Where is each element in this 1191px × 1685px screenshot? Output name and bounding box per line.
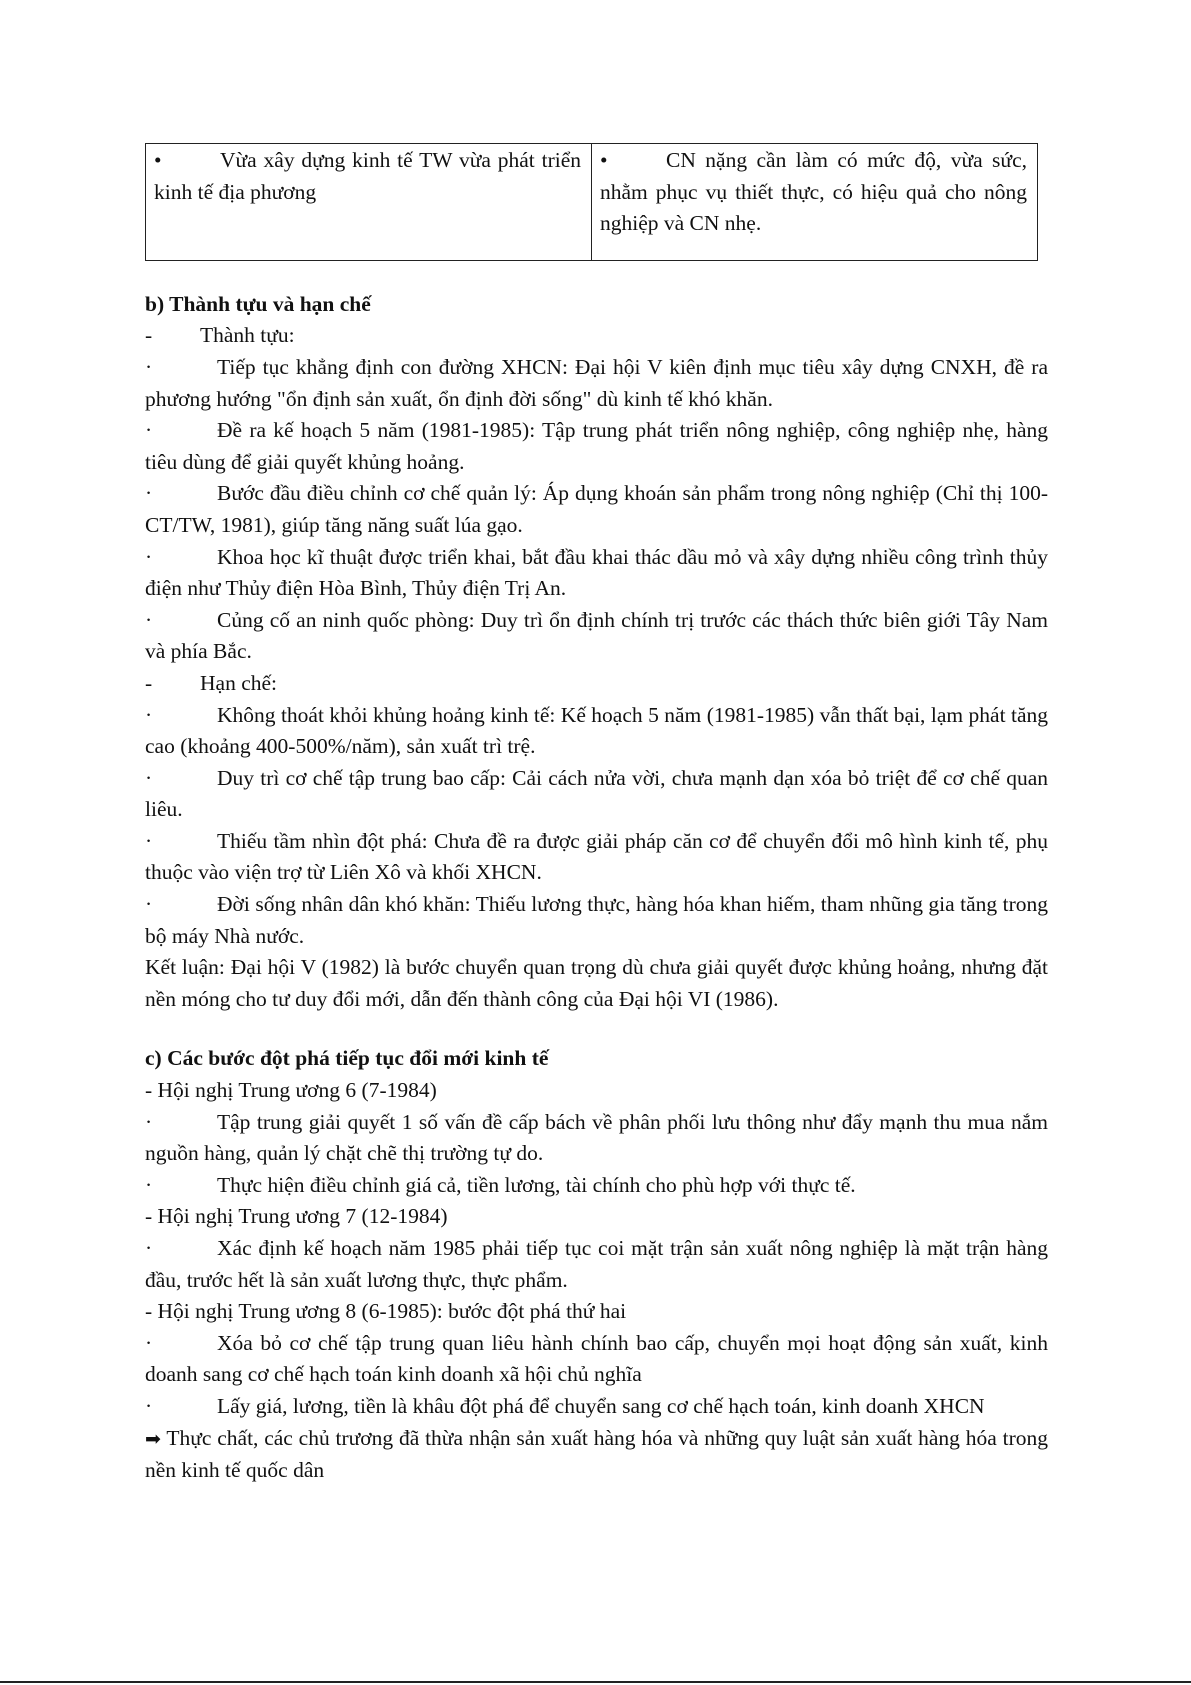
list-item-text: Duy trì cơ chế tập trung bao cấp: Cải cách nửa vời, chưa mạnh dạn xóa bỏ triệt để cơ chế quan liêu. bbox=[145, 765, 1048, 822]
list-item bbox=[145, 478, 1048, 541]
list-item bbox=[145, 1233, 1048, 1296]
limitations-label-line bbox=[145, 668, 1048, 700]
table-row bbox=[146, 144, 1038, 261]
list-item-text: Tập trung giải quyết 1 số vấn đề cấp bách về phân phối lưu thông như đẩy mạnh thu mua nắm nguồn hàng, quản lý chặt chẽ thị trường tự do. bbox=[145, 1109, 1048, 1166]
dot-marker: · bbox=[145, 1330, 153, 1355]
list-item-text: Khoa học kĩ thuật được triển khai, bắt đầu khai thác dầu mỏ và xây dựng nhiều công trình thủy điện như Thủy điện Hòa Bình, Thủy điện Trị An. bbox=[145, 544, 1048, 601]
dot-marker: · bbox=[145, 481, 153, 506]
list-item bbox=[145, 826, 1048, 889]
dot-marker: · bbox=[145, 892, 153, 917]
list-item bbox=[145, 1328, 1048, 1391]
dot-marker: · bbox=[145, 1109, 153, 1134]
conclusion-text: Thực chất, các chủ trương đã thừa nhận sản xuất hàng hóa và những quy luật sản xuất hàng hóa trong nền kinh tế quốc dân bbox=[145, 1425, 1048, 1483]
list-item-text: Đề ra kế hoạch 5 năm (1981-1985): Tập trung phát triển nông nghiệp, công nghiệp nhẹ, hàng tiêu dùng để giải quyết khủng hoảng. bbox=[145, 418, 1048, 474]
dot-marker: · bbox=[145, 354, 153, 379]
list-item bbox=[145, 763, 1048, 826]
achievements-label-line bbox=[145, 320, 1048, 352]
comparison-table bbox=[145, 143, 1038, 261]
dot-marker: · bbox=[145, 1172, 153, 1197]
dot-marker: · bbox=[145, 607, 153, 632]
list-item bbox=[145, 889, 1048, 952]
section-c-conclusion bbox=[145, 1423, 1048, 1487]
conference-6-title: - Hội nghị Trung ương 6 (7-1984) bbox=[145, 1078, 437, 1103]
list-item-text: Xóa bỏ cơ chế tập trung quan liêu hành chính bao cấp, chuyển mọi hoạt động sản xuất, kinh doanh sang cơ chế hạch toán kinh doanh xã hội chủ nghĩa bbox=[145, 1330, 1048, 1387]
list-item bbox=[145, 1391, 1048, 1423]
dot-marker: · bbox=[145, 1236, 153, 1260]
conference-7-title: - Hội nghị Trung ương 7 (12-1984) bbox=[145, 1204, 448, 1229]
cell-text: CN nặng cần làm có mức độ, vừa sức, nhằm phục vụ thiết thực, có hiệu quả cho nông nghiệp và CN nhẹ. bbox=[600, 148, 1027, 236]
cell-text: Vừa xây dựng kinh tế TW vừa phát triển kinh tế địa phương bbox=[154, 148, 581, 204]
list-item bbox=[145, 1170, 1048, 1202]
dot-marker: · bbox=[145, 828, 153, 853]
limitations-label: Hạn chế: bbox=[200, 670, 278, 695]
dot-marker: · bbox=[145, 702, 153, 727]
list-item bbox=[145, 415, 1048, 478]
list-item-text: Xác định kế hoạch năm 1985 phải tiếp tục coi mặt trận sản xuất nông nghiệp là mặt trận hàng đầu, trước hết là sản xuất lương thực, thực phẩm. bbox=[145, 1236, 1048, 1292]
achievements-label: Thành tựu: bbox=[200, 323, 295, 348]
dot-marker: · bbox=[145, 544, 153, 569]
list-item-text: Tiếp tục khẳng định con đường XHCN: Đại hội V kiên định mục tiêu xây dựng CNXH, đề ra phương hướng "ổn định sản xuất, ổn định đời sống" dù kinh tế khó khăn. bbox=[145, 354, 1048, 411]
section-b-conclusion: Kết luận: Đại hội V (1982) là bước chuyển quan trọng dù chưa giải quyết được khủng hoảng, nhưng đặt nền móng cho tư duy đổi mới, dẫn đến thành công của Đại hội VI (1986). bbox=[145, 955, 1048, 1011]
list-item-text: Đời sống nhân dân khó khăn: Thiếu lương thực, hàng hóa khan hiếm, tham nhũng gia tăng trong bộ máy Nhà nước. bbox=[145, 892, 1048, 948]
dot-marker: · bbox=[145, 418, 153, 443]
dash-marker: - bbox=[145, 323, 153, 348]
page-bottom-rule bbox=[0, 1681, 1191, 1683]
arrow-right-icon: ➡ bbox=[145, 1427, 161, 1450]
list-item bbox=[145, 700, 1048, 763]
conference-8-title: - Hội nghị Trung ương 8 (6-1985): bước đột phá thứ hai bbox=[145, 1299, 627, 1324]
bullet-marker: • bbox=[154, 148, 162, 172]
list-item bbox=[145, 605, 1048, 668]
table-cell-right bbox=[592, 144, 1038, 261]
bullet-marker: • bbox=[600, 148, 608, 172]
list-item-text: Lấy giá, lương, tiền là khâu đột phá để chuyển sang cơ chế hạch toán, kinh doanh XHCN bbox=[217, 1393, 985, 1418]
section-b-heading: b) Thành tựu và hạn chế bbox=[145, 291, 371, 316]
list-item bbox=[145, 352, 1048, 415]
list-item-text: Thực hiện điều chỉnh giá cả, tiền lương, tài chính cho phù hợp với thực tế. bbox=[217, 1172, 856, 1197]
list-item bbox=[145, 542, 1048, 605]
list-item-text: Thiếu tầm nhìn đột phá: Chưa đề ra được giải pháp căn cơ để chuyển đổi mô hình kinh tế, phụ thuộc vào viện trợ từ Liên Xô và khối XHCN. bbox=[145, 828, 1048, 885]
section-c-heading: c) Các bước đột phá tiếp tục đổi mới kinh tế bbox=[145, 1046, 549, 1071]
list-item bbox=[145, 1107, 1048, 1170]
dash-marker: - bbox=[145, 670, 153, 695]
list-item-text: Không thoát khỏi khủng hoảng kinh tế: Kế hoạch 5 năm (1981-1985) vẫn thất bại, lạm phát tăng cao (khoảng 400-500%/năm), sản xuất trì trệ. bbox=[145, 702, 1048, 759]
dot-marker: · bbox=[145, 765, 153, 790]
list-item-text: Bước đầu điều chỉnh cơ chế quản lý: Áp dụng khoán sản phẩm trong nông nghiệp (Chỉ thị 100-CT/TW, 1981), giúp tăng năng suất lúa gạo. bbox=[145, 481, 1048, 537]
document-content bbox=[145, 143, 1048, 1487]
dot-marker: · bbox=[145, 1393, 153, 1418]
table-cell-left bbox=[146, 144, 592, 261]
list-item-text: Củng cố an ninh quốc phòng: Duy trì ổn định chính trị trước các thách thức biên giới Tây Nam và phía Bắc. bbox=[145, 607, 1048, 664]
